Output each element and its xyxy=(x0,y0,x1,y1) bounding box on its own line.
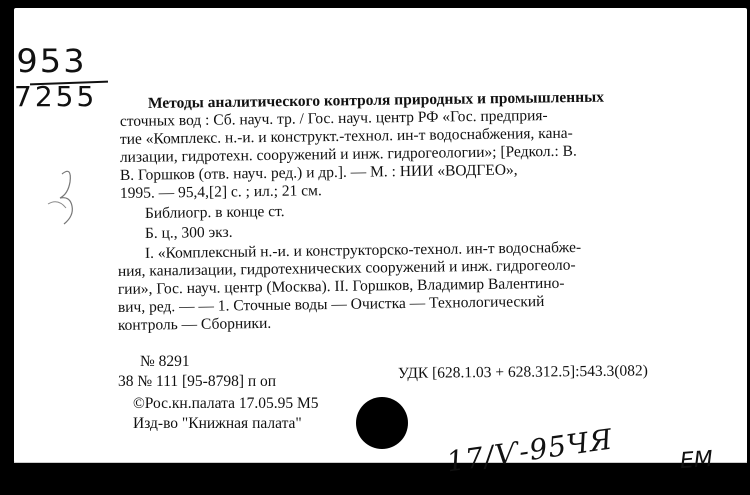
card-title-lead: Методы аналитического контроля природных и промышленных xyxy=(147,88,605,112)
accession-handwriting: 17/Ѵ-95ЧЯ xyxy=(444,422,615,479)
card-line-price: Б. ц., 300 экз. xyxy=(144,223,233,242)
card-line-4: В. Горшков (отв. науч. ред.) и др.]. — М. : НИИ «ВОДГЕО», xyxy=(119,161,518,184)
card-number-2: 38 № 111 [95-8798] п оп xyxy=(118,373,277,390)
pencil-doodle-icon xyxy=(42,164,102,234)
black-stamp-dot xyxy=(356,397,408,449)
card-line-3: лизации, гидротехн. сооружений и инж. гидрогеологии»; [Редкол.: В. xyxy=(119,142,577,166)
card-edge xyxy=(14,462,747,463)
catalog-card xyxy=(14,8,747,463)
shelfmark-top: 953 xyxy=(16,42,87,80)
card-line-5: 1995. — 95,4,[2] с. ; ил.; 21 см. xyxy=(119,182,322,202)
card-line-tracing-5: контроль — Сборники. xyxy=(117,314,272,334)
udk-code: УДК [628.1.03 + 628.312.5]:543.3(082) xyxy=(397,362,649,382)
publisher-line: Изд-во "Книжная палата" xyxy=(133,415,302,432)
card-line-tracing-4: вич, ред. — — 1. Сточные воды — Очистка — Технологический xyxy=(117,293,545,316)
card-line-2: тие «Комплекс. н.-и. и конструкт.-технол. ин-т водоснабжения, кана- xyxy=(119,124,573,148)
card-line-1: сточных вод : Сб. науч. тр. / Гос. науч. центр РФ «Гос. предприя- xyxy=(119,107,548,130)
copyright-line: ©Рос.кн.палата 17.05.95 М5 xyxy=(133,395,319,412)
card-number: № 8291 xyxy=(140,353,190,370)
shelfmark-bottom: 7255 xyxy=(14,80,98,113)
card-line-tracing-2: ния, канализации, гидротехнических сооружений и инж. гидрогеоло- xyxy=(117,256,576,280)
card-line-bibliography: Библиогр. в конце ст. xyxy=(144,203,285,222)
corner-handwriting: ЕМ xyxy=(679,446,714,475)
card-line-tracing-1: I. «Комплексный н.-и. и конструкторско-технол. ин-т водоснабже- xyxy=(144,238,582,262)
card-line-tracing-3: гии», Гос. науч. центр (Москва). II. Горшков, Владимир Валентино- xyxy=(117,274,565,298)
